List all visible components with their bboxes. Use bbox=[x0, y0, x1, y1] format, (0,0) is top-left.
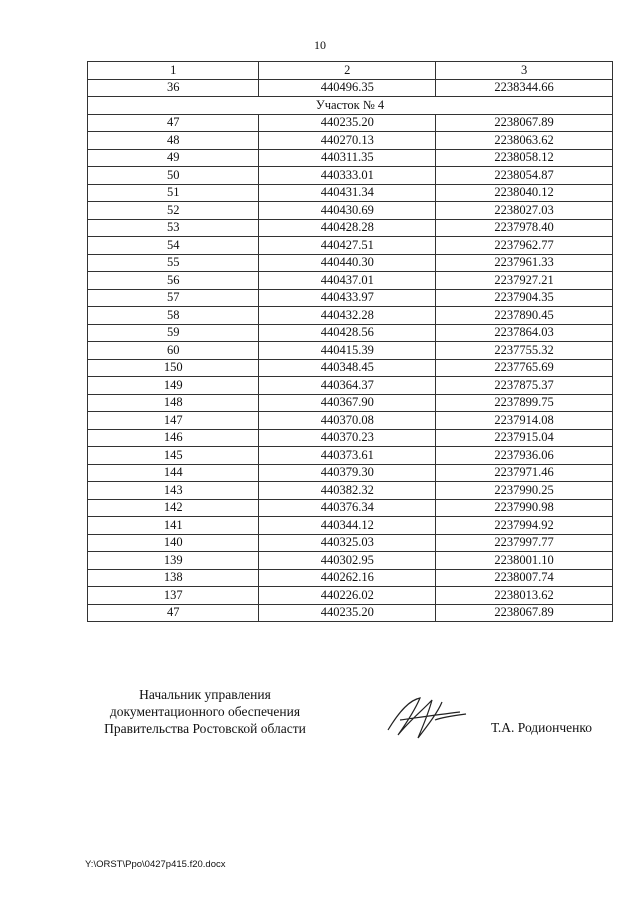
table-cell: 440379.30 bbox=[259, 464, 436, 482]
table-cell: 2238013.62 bbox=[436, 587, 613, 605]
table-cell: 440428.56 bbox=[259, 324, 436, 342]
table-cell: 440415.39 bbox=[259, 342, 436, 360]
table-cell: 142 bbox=[88, 499, 259, 517]
table-row bbox=[88, 604, 613, 622]
table-cell: 440373.61 bbox=[259, 447, 436, 465]
table-cell: 2238007.74 bbox=[436, 569, 613, 587]
table-row bbox=[88, 342, 613, 360]
signer-position-line-2: документационного обеспечения bbox=[109, 704, 301, 719]
table-cell: 2237971.46 bbox=[436, 464, 613, 482]
table-row bbox=[88, 517, 613, 535]
table-cell: 440437.01 bbox=[259, 272, 436, 290]
table-cell: 440325.03 bbox=[259, 534, 436, 552]
table-cell: 2238063.62 bbox=[436, 132, 613, 150]
table-cell: 2237899.75 bbox=[436, 394, 613, 412]
table-row bbox=[88, 79, 613, 97]
table-header-row bbox=[88, 62, 613, 80]
table-row bbox=[88, 307, 613, 325]
handwritten-signature bbox=[380, 690, 470, 745]
table-cell: 144 bbox=[88, 464, 259, 482]
table-cell: 440348.45 bbox=[259, 359, 436, 377]
table-cell: 440367.90 bbox=[259, 394, 436, 412]
table-cell: 148 bbox=[88, 394, 259, 412]
table-row bbox=[88, 132, 613, 150]
table-cell: 53 bbox=[88, 219, 259, 237]
table-cell: 440270.13 bbox=[259, 132, 436, 150]
table-cell: 140 bbox=[88, 534, 259, 552]
table-cell: 2237864.03 bbox=[436, 324, 613, 342]
table-cell: 56 bbox=[88, 272, 259, 290]
table-cell: 50 bbox=[88, 167, 259, 185]
table-cell: 49 bbox=[88, 149, 259, 167]
table-section-row bbox=[88, 97, 613, 115]
table-cell: 2238344.66 bbox=[436, 79, 613, 97]
table-cell: 2237875.37 bbox=[436, 377, 613, 395]
signer-position bbox=[85, 686, 325, 737]
table-cell: 440427.51 bbox=[259, 237, 436, 255]
table-cell: 2238027.03 bbox=[436, 202, 613, 220]
table-row bbox=[88, 412, 613, 430]
table-row bbox=[88, 167, 613, 185]
table-cell: 2237961.33 bbox=[436, 254, 613, 272]
table-row bbox=[88, 149, 613, 167]
table-cell: 2237990.98 bbox=[436, 499, 613, 517]
table-cell: 139 bbox=[88, 552, 259, 570]
table-cell: 2238001.10 bbox=[436, 552, 613, 570]
table-cell: 57 bbox=[88, 289, 259, 307]
table-cell: 440370.23 bbox=[259, 429, 436, 447]
table-cell: 3 bbox=[436, 62, 613, 80]
table-cell: 440440.30 bbox=[259, 254, 436, 272]
table-row bbox=[88, 219, 613, 237]
table-cell: 440364.37 bbox=[259, 377, 436, 395]
table-cell: 52 bbox=[88, 202, 259, 220]
table-cell: 2237997.77 bbox=[436, 534, 613, 552]
table-row bbox=[88, 394, 613, 412]
table-cell: 137 bbox=[88, 587, 259, 605]
table-cell: 2238058.12 bbox=[436, 149, 613, 167]
table-cell: 440333.01 bbox=[259, 167, 436, 185]
section-title: Участок № 4 bbox=[88, 97, 613, 115]
table-cell: 440302.95 bbox=[259, 552, 436, 570]
table-cell: 47 bbox=[88, 604, 259, 622]
table-cell: 2238054.87 bbox=[436, 167, 613, 185]
table-cell: 440235.20 bbox=[259, 604, 436, 622]
file-path: Y:\ORST\Ppo\0427p415.f20.docx bbox=[85, 859, 226, 870]
table-cell: 440432.28 bbox=[259, 307, 436, 325]
table-row bbox=[88, 184, 613, 202]
table-row bbox=[88, 569, 613, 587]
table-cell: 55 bbox=[88, 254, 259, 272]
table-cell: 59 bbox=[88, 324, 259, 342]
table-row bbox=[88, 464, 613, 482]
table-cell: 2237755.32 bbox=[436, 342, 613, 360]
table-cell: 2237927.21 bbox=[436, 272, 613, 290]
table-cell: 143 bbox=[88, 482, 259, 500]
table-row bbox=[88, 237, 613, 255]
table-row bbox=[88, 202, 613, 220]
table-cell: 2237914.08 bbox=[436, 412, 613, 430]
table-cell: 2237936.06 bbox=[436, 447, 613, 465]
table-cell: 36 bbox=[88, 79, 259, 97]
table-row bbox=[88, 587, 613, 605]
table-cell: 2237962.77 bbox=[436, 237, 613, 255]
table-row bbox=[88, 254, 613, 272]
table-cell: 440433.97 bbox=[259, 289, 436, 307]
table-row bbox=[88, 272, 613, 290]
table-cell: 47 bbox=[88, 114, 259, 132]
table-cell: 2237765.69 bbox=[436, 359, 613, 377]
table-row bbox=[88, 324, 613, 342]
table-cell: 440376.34 bbox=[259, 499, 436, 517]
table-cell: 440235.20 bbox=[259, 114, 436, 132]
table-cell: 440344.12 bbox=[259, 517, 436, 535]
table-cell: 440311.35 bbox=[259, 149, 436, 167]
table-cell: 440430.69 bbox=[259, 202, 436, 220]
table-row bbox=[88, 499, 613, 517]
table-cell: 145 bbox=[88, 447, 259, 465]
signer-position-line-3: Правительства Ростовской области bbox=[104, 721, 306, 736]
table-row bbox=[88, 114, 613, 132]
table-row bbox=[88, 552, 613, 570]
table-cell: 440428.28 bbox=[259, 219, 436, 237]
table-cell: 2237994.92 bbox=[436, 517, 613, 535]
table-cell: 146 bbox=[88, 429, 259, 447]
table-cell: 138 bbox=[88, 569, 259, 587]
table-body bbox=[88, 62, 613, 622]
table-cell: 440431.34 bbox=[259, 184, 436, 202]
table-cell: 2237990.25 bbox=[436, 482, 613, 500]
table-row bbox=[88, 534, 613, 552]
table-cell: 2237915.04 bbox=[436, 429, 613, 447]
table-cell: 1 bbox=[88, 62, 259, 80]
table-cell: 440496.35 bbox=[259, 79, 436, 97]
table-cell: 150 bbox=[88, 359, 259, 377]
table-cell: 147 bbox=[88, 412, 259, 430]
table-cell: 2238067.89 bbox=[436, 114, 613, 132]
table-cell: 440382.32 bbox=[259, 482, 436, 500]
table-row bbox=[88, 429, 613, 447]
table-cell: 58 bbox=[88, 307, 259, 325]
table-cell: 2237904.35 bbox=[436, 289, 613, 307]
signer-position-line-1: Начальник управления bbox=[139, 687, 271, 702]
table-cell: 440370.08 bbox=[259, 412, 436, 430]
table-cell: 48 bbox=[88, 132, 259, 150]
table-cell: 440262.16 bbox=[259, 569, 436, 587]
table-cell: 51 bbox=[88, 184, 259, 202]
table-cell: 54 bbox=[88, 237, 259, 255]
table-row bbox=[88, 359, 613, 377]
table-cell: 2237890.45 bbox=[436, 307, 613, 325]
coordinates-table bbox=[87, 61, 613, 622]
page-number: 10 bbox=[314, 38, 326, 52]
table-row bbox=[88, 447, 613, 465]
table-cell: 440226.02 bbox=[259, 587, 436, 605]
table-cell: 2238040.12 bbox=[436, 184, 613, 202]
signer-name: Т.А. Родионченко bbox=[491, 720, 592, 735]
table-cell: 141 bbox=[88, 517, 259, 535]
table-row bbox=[88, 289, 613, 307]
table-cell: 60 bbox=[88, 342, 259, 360]
table-cell: 2238067.89 bbox=[436, 604, 613, 622]
table-cell: 2237978.40 bbox=[436, 219, 613, 237]
table-row bbox=[88, 482, 613, 500]
table-cell: 2 bbox=[259, 62, 436, 80]
table-row bbox=[88, 377, 613, 395]
table-cell: 149 bbox=[88, 377, 259, 395]
